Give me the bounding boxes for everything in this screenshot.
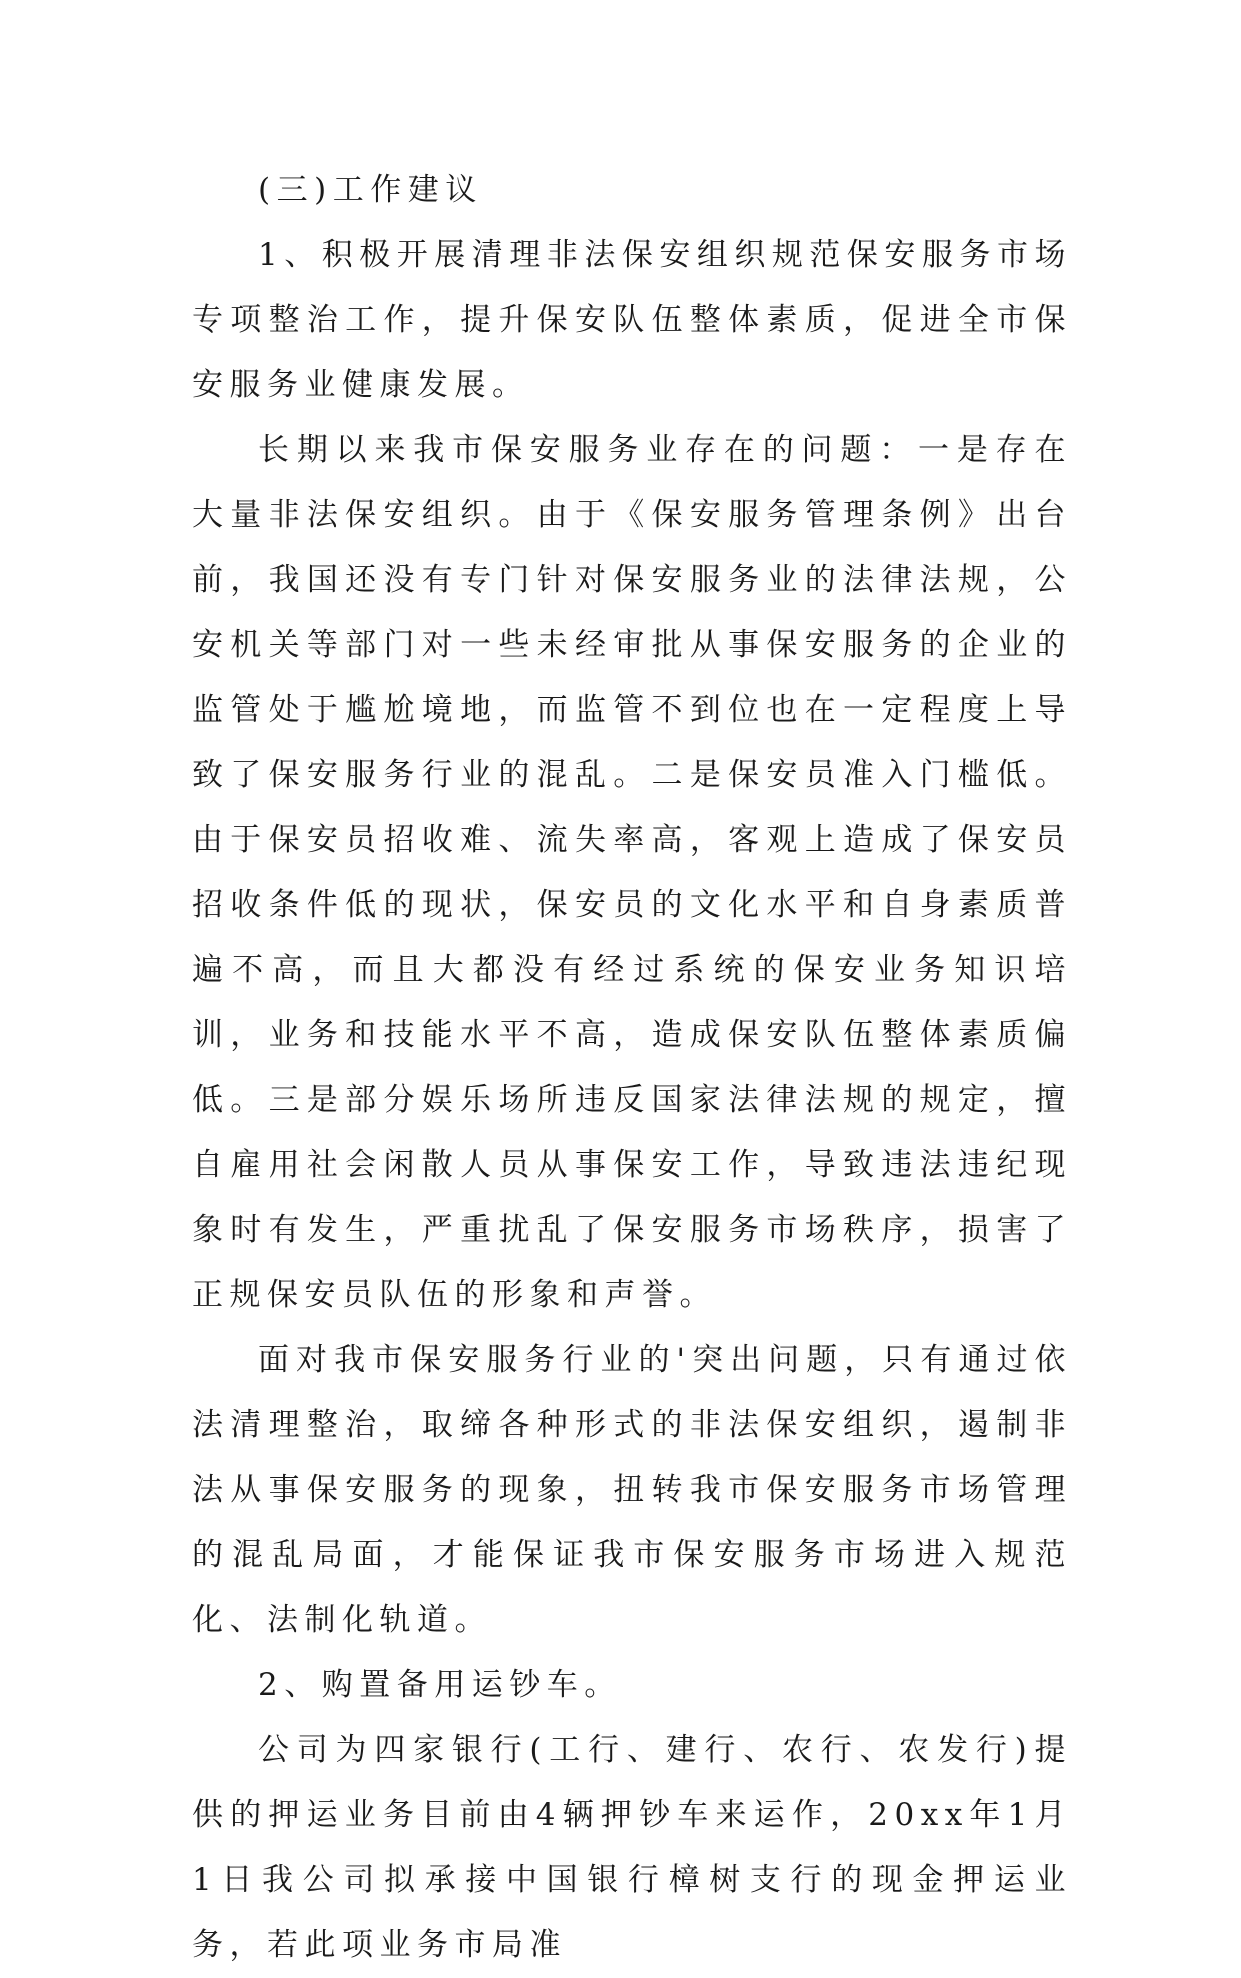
paragraph-response: 面对我市保安服务行业的'突出问题，只有通过依法清理整治，取缔各种形式的非法保安组织，遏制非法从事保安服务的现象，扭转我市保安服务市场管理的混乱局面，才能保证我市保安服务市场进入规范化、法制化轨道。	[192, 1342, 1072, 1638]
paragraph-escort-business: 公司为四家银行(工行、建行、农行、农发行)提供的押运业务目前由4辆押钞车来运作，20xx年1月1日我公司拟承接中国银行樟树支行的现金押运业务，若此项业务市局准	[192, 1732, 1072, 1963]
document-page	[192, 158, 1072, 1978]
paragraph-problems: 长期以来我市保安服务业存在的问题：一是存在大量非法保安组织。由于《保安服务管理条例》出台前，我国还没有专门针对保安服务业的法律法规，公安机关等部门对一些未经审批从事保安服务的企业的监管处于尴尬境地，而监管不到位也在一定程度上导致了保安服务行业的混乱。二是保安员准入门槛低。由于保安员招收难、流失率高，客观上造成了保安员招收条件低的现状，保安员的文化水平和自身素质普遍不高，而且大都没有经过系统的保安业务知识培训，业务和技能水平不高，造成保安队伍整体素质偏低。三是部分娱乐场所违反国家法律法规的规定，擅自雇用社会闲散人员从事保安工作，导致违法违纪现象时有发生，严重扰乱了保安服务市场秩序，损害了正规保安员队伍的形象和声誉。	[192, 432, 1072, 1313]
paragraph-item-2: 2、购置备用运钞车。	[258, 1667, 622, 1703]
section-heading: (三)工作建议	[258, 172, 483, 208]
paragraph-item-1: 1、积极开展清理非法保安组织规范保安服务市场专项整治工作，提升保安队伍整体素质，促进全市保安服务业健康发展。	[192, 237, 1072, 403]
